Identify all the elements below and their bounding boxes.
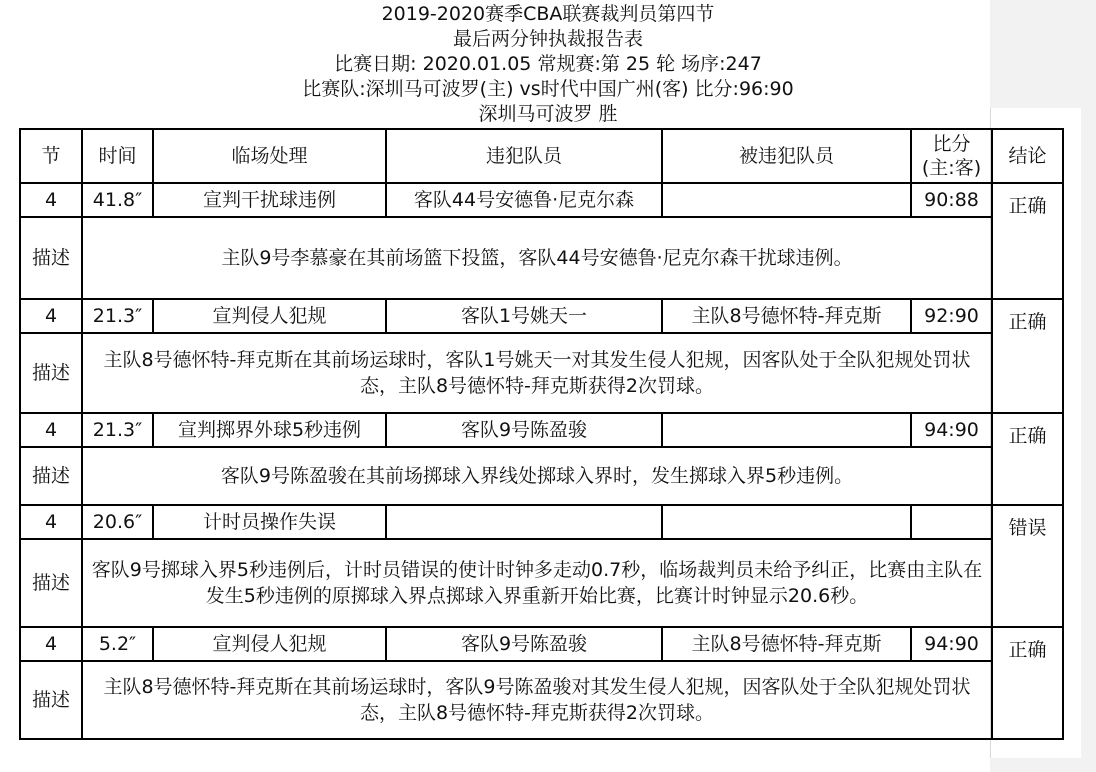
event-time: 21.3″ bbox=[82, 299, 153, 333]
col-conclusion: 结论 bbox=[992, 129, 1063, 183]
event-score: 92:90 bbox=[911, 299, 992, 333]
teams-score: 比赛队:深圳马可波罗(主) vs时代中国广州(客) 比分:96:90 bbox=[302, 78, 794, 100]
event-time: 5.2″ bbox=[82, 627, 153, 661]
event-period: 4 bbox=[20, 505, 82, 539]
col-call: 临场处理 bbox=[153, 129, 386, 183]
event-description: 主队9号李慕豪在其前场篮下投篮，客队44号安德鲁·尼克尔森干扰球违例。 bbox=[82, 217, 992, 299]
event-time: 41.8″ bbox=[82, 183, 153, 217]
event-call: 计时员操作失误 bbox=[153, 505, 386, 539]
event-row bbox=[20, 627, 1063, 661]
event-victim: 主队8号德怀特-拜克斯 bbox=[662, 627, 911, 661]
event-conclusion: 正确 bbox=[992, 183, 1063, 299]
event-offender: 客队9号陈盈骏 bbox=[386, 413, 662, 447]
event-description: 主队8号德怀特-拜克斯在其前场运球时，客队9号陈盈骏对其发生侵人犯规，因客队处于全队犯规处罚状态，主队8号德怀特-拜克斯获得2次罚球。 bbox=[82, 661, 992, 739]
description-row bbox=[20, 217, 1063, 299]
event-offender: 客队44号安德鲁·尼克尔森 bbox=[386, 183, 662, 217]
event-call: 宣判侵人犯规 bbox=[153, 299, 386, 333]
col-score-line2: (主:客) bbox=[921, 157, 982, 179]
description-label: 描述 bbox=[20, 217, 82, 299]
season-title: 2019-2020赛季CBA联赛裁判员第四节 bbox=[381, 3, 715, 25]
event-description: 主队8号德怀特-拜克斯在其前场运球时，客队1号姚天一对其发生侵人犯规，因客队处于全队犯规处罚状态，主队8号德怀特-拜克斯获得2次罚球。 bbox=[82, 333, 992, 413]
event-score bbox=[911, 505, 992, 539]
event-row bbox=[20, 413, 1063, 447]
report-title: 最后两分钟执裁报告表 bbox=[452, 28, 643, 50]
description-row bbox=[20, 539, 1063, 627]
match-info: 比赛日期: 2020.01.05 常规赛:第 25 轮 场序:247 bbox=[334, 53, 762, 75]
event-conclusion: 正确 bbox=[992, 299, 1063, 413]
event-description: 客队9号陈盈骏在其前场掷球入界线处掷球入界时，发生掷球入界5秒违例。 bbox=[82, 447, 992, 505]
event-victim: 主队8号德怀特-拜克斯 bbox=[662, 299, 911, 333]
header-row bbox=[20, 129, 1063, 183]
event-conclusion: 错误 bbox=[992, 505, 1063, 627]
description-row bbox=[20, 333, 1063, 413]
event-description: 客队9号掷球入界5秒违例后，计时员错误的使计时钟多走动0.7秒，临场裁判员未给予纠正，比赛由主队在发生5秒违例的原掷球入界点掷球入界重新开始比赛，比赛计时钟显示20.6秒。 bbox=[82, 539, 992, 627]
event-score: 94:90 bbox=[911, 627, 992, 661]
description-label: 描述 bbox=[20, 539, 82, 627]
event-time: 21.3″ bbox=[82, 413, 153, 447]
col-victim: 被违犯队员 bbox=[662, 129, 911, 183]
description-row bbox=[20, 447, 1063, 505]
event-victim bbox=[662, 413, 911, 447]
event-period: 4 bbox=[20, 299, 82, 333]
description-label: 描述 bbox=[20, 447, 82, 505]
event-score: 94:90 bbox=[911, 413, 992, 447]
event-time: 20.6″ bbox=[82, 505, 153, 539]
event-conclusion: 正确 bbox=[992, 627, 1063, 739]
event-period: 4 bbox=[20, 627, 82, 661]
event-victim bbox=[662, 183, 911, 217]
event-row bbox=[20, 299, 1063, 333]
event-score: 90:88 bbox=[911, 183, 992, 217]
event-call: 宣判掷界外球5秒违例 bbox=[153, 413, 386, 447]
event-offender: 客队1号姚天一 bbox=[386, 299, 662, 333]
event-victim bbox=[662, 505, 911, 539]
event-period: 4 bbox=[20, 183, 82, 217]
event-call: 宣判侵人犯规 bbox=[153, 627, 386, 661]
event-offender bbox=[386, 505, 662, 539]
event-row bbox=[20, 183, 1063, 217]
col-score-line1: 比分 bbox=[932, 133, 971, 155]
event-row bbox=[20, 505, 1063, 539]
event-period: 4 bbox=[20, 413, 82, 447]
event-conclusion: 正确 bbox=[992, 413, 1063, 505]
col-period: 节 bbox=[20, 129, 82, 183]
event-offender: 客队9号陈盈骏 bbox=[386, 627, 662, 661]
description-label: 描述 bbox=[20, 661, 82, 739]
report-table bbox=[19, 128, 1064, 740]
col-offender: 违犯队员 bbox=[386, 129, 662, 183]
description-label: 描述 bbox=[20, 333, 82, 413]
event-call: 宣判干扰球违例 bbox=[153, 183, 386, 217]
col-time: 时间 bbox=[82, 129, 153, 183]
col-score bbox=[911, 129, 992, 183]
match-result: 深圳马可波罗 胜 bbox=[478, 103, 618, 125]
description-row bbox=[20, 661, 1063, 739]
